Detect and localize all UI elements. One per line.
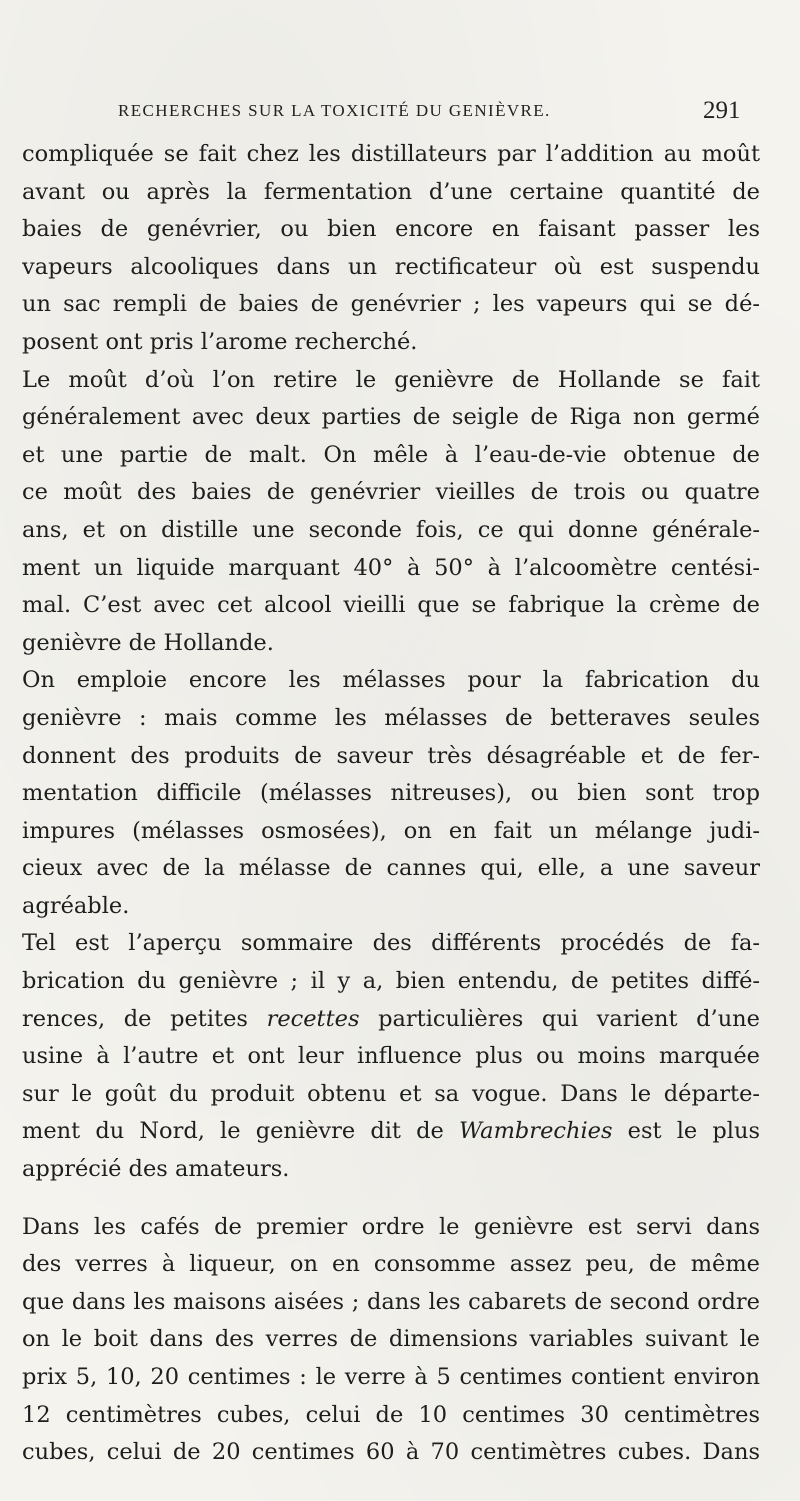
paragraph-gap — [22, 1189, 760, 1209]
text-line: genièvre : mais comme les mélasses de betteraves seules — [22, 704, 760, 731]
text-line: avant ou après la fermentation d’une certaine quantité de — [22, 178, 760, 205]
text-line: ment du Nord, le genièvre dit de Wambrechies est le plus — [22, 1118, 760, 1145]
text-line: que dans les maisons aisées ; dans les cabarets de second ordre — [22, 1288, 760, 1315]
text-line: prix 5, 10, 20 centimes : le verre à 5 centimes contient environ — [22, 1364, 760, 1390]
text-line: cieux avec de la mélasse de cannes qui, elle, a une saveur — [22, 855, 760, 882]
text-line: Le moût d’où l’on retire le genièvre de Hollande se fait — [22, 366, 760, 393]
text-line: rences, de petites recettes particulières qui varient d’une — [22, 1005, 760, 1032]
text-line: donnent des produits de saveur très désagréable et de fer- — [22, 742, 760, 769]
text-line: Dans les cafés de premier ordre le genièvre est servi dans — [22, 1213, 760, 1240]
paragraph-1 — [22, 136, 760, 362]
italic-word: Wambrechies — [458, 1118, 613, 1145]
paragraph-3 — [22, 662, 760, 925]
text-line: mal. C’est avec cet alcool vieilli que se fabrique la crème de — [22, 592, 760, 619]
text-line: on le boit dans des verres de dimensions variables suivant le — [22, 1326, 760, 1353]
italic-word: recettes — [266, 1005, 360, 1032]
text-line: sur le goût du produit obtenu et sa vogue. Dans le départe- — [22, 1080, 760, 1107]
text-line: généralement avec deux parties de seigle de Riga non germé — [22, 404, 760, 431]
text-line: ce moût des baies de genévrier vieilles de trois ou quatre — [22, 479, 760, 506]
page-number: 291 — [703, 97, 741, 124]
paragraph-5 — [22, 1209, 760, 1472]
text-line: ans, et on distille une seconde fois, ce qui donne générale- — [22, 516, 760, 543]
running-head: RECHERCHES SUR LA TOXICITÉ DU GENIÈVRE. — [118, 101, 551, 120]
text-line: ment un liquide marquant 40° à 50° à l’alcoomètre centési- — [22, 554, 760, 581]
text-line: genièvre de Hollande. — [22, 629, 274, 656]
text-line: compliquée se fait chez les distillateurs par l’addition au moût — [22, 141, 760, 167]
text-line: 12 centimètres cubes, celui de 10 centimes 30 centimètres — [22, 1401, 760, 1428]
paragraph-2 — [22, 362, 760, 663]
text-line: impures (mélasses osmosées), on en fait un mélange judi- — [22, 817, 760, 844]
text-line: apprécié des amateurs. — [22, 1156, 290, 1183]
text-line: un sac rempli de baies de genévrier ; les vapeurs qui se dé- — [22, 291, 760, 318]
text-line: On emploie encore les mélasses pour la fabrication du — [22, 667, 760, 694]
text-line: vapeurs alcooliques dans un rectificateur où est suspendu — [22, 253, 760, 280]
text-line: baies de genévrier, ou bien encore en faisant passer les — [22, 216, 760, 243]
text-line: agréable. — [22, 892, 130, 919]
text-line: brication du genièvre ; il y a, bien entendu, de petites diffé- — [22, 968, 760, 995]
text-line: et une partie de malt. On mêle à l’eau-de-vie obtenue de — [22, 441, 760, 468]
text-line: des verres à liqueur, on en consomme assez peu, de même — [22, 1251, 760, 1278]
text-line: cubes, celui de 20 centimes 60 à 70 centimètres cubes. Dans — [22, 1439, 760, 1466]
text-line: mentation difficile (mélasses nitreuses), ou bien sont trop — [22, 780, 760, 807]
text-line: Tel est l’aperçu sommaire des différents procédés de fa- — [22, 930, 760, 957]
text-line: posent ont pris l’arome recherché. — [22, 328, 418, 355]
body-text — [22, 136, 760, 1472]
paragraph-4 — [22, 925, 760, 1188]
text-line: usine à l’autre et ont leur influence plus ou moins marquée — [22, 1043, 760, 1070]
